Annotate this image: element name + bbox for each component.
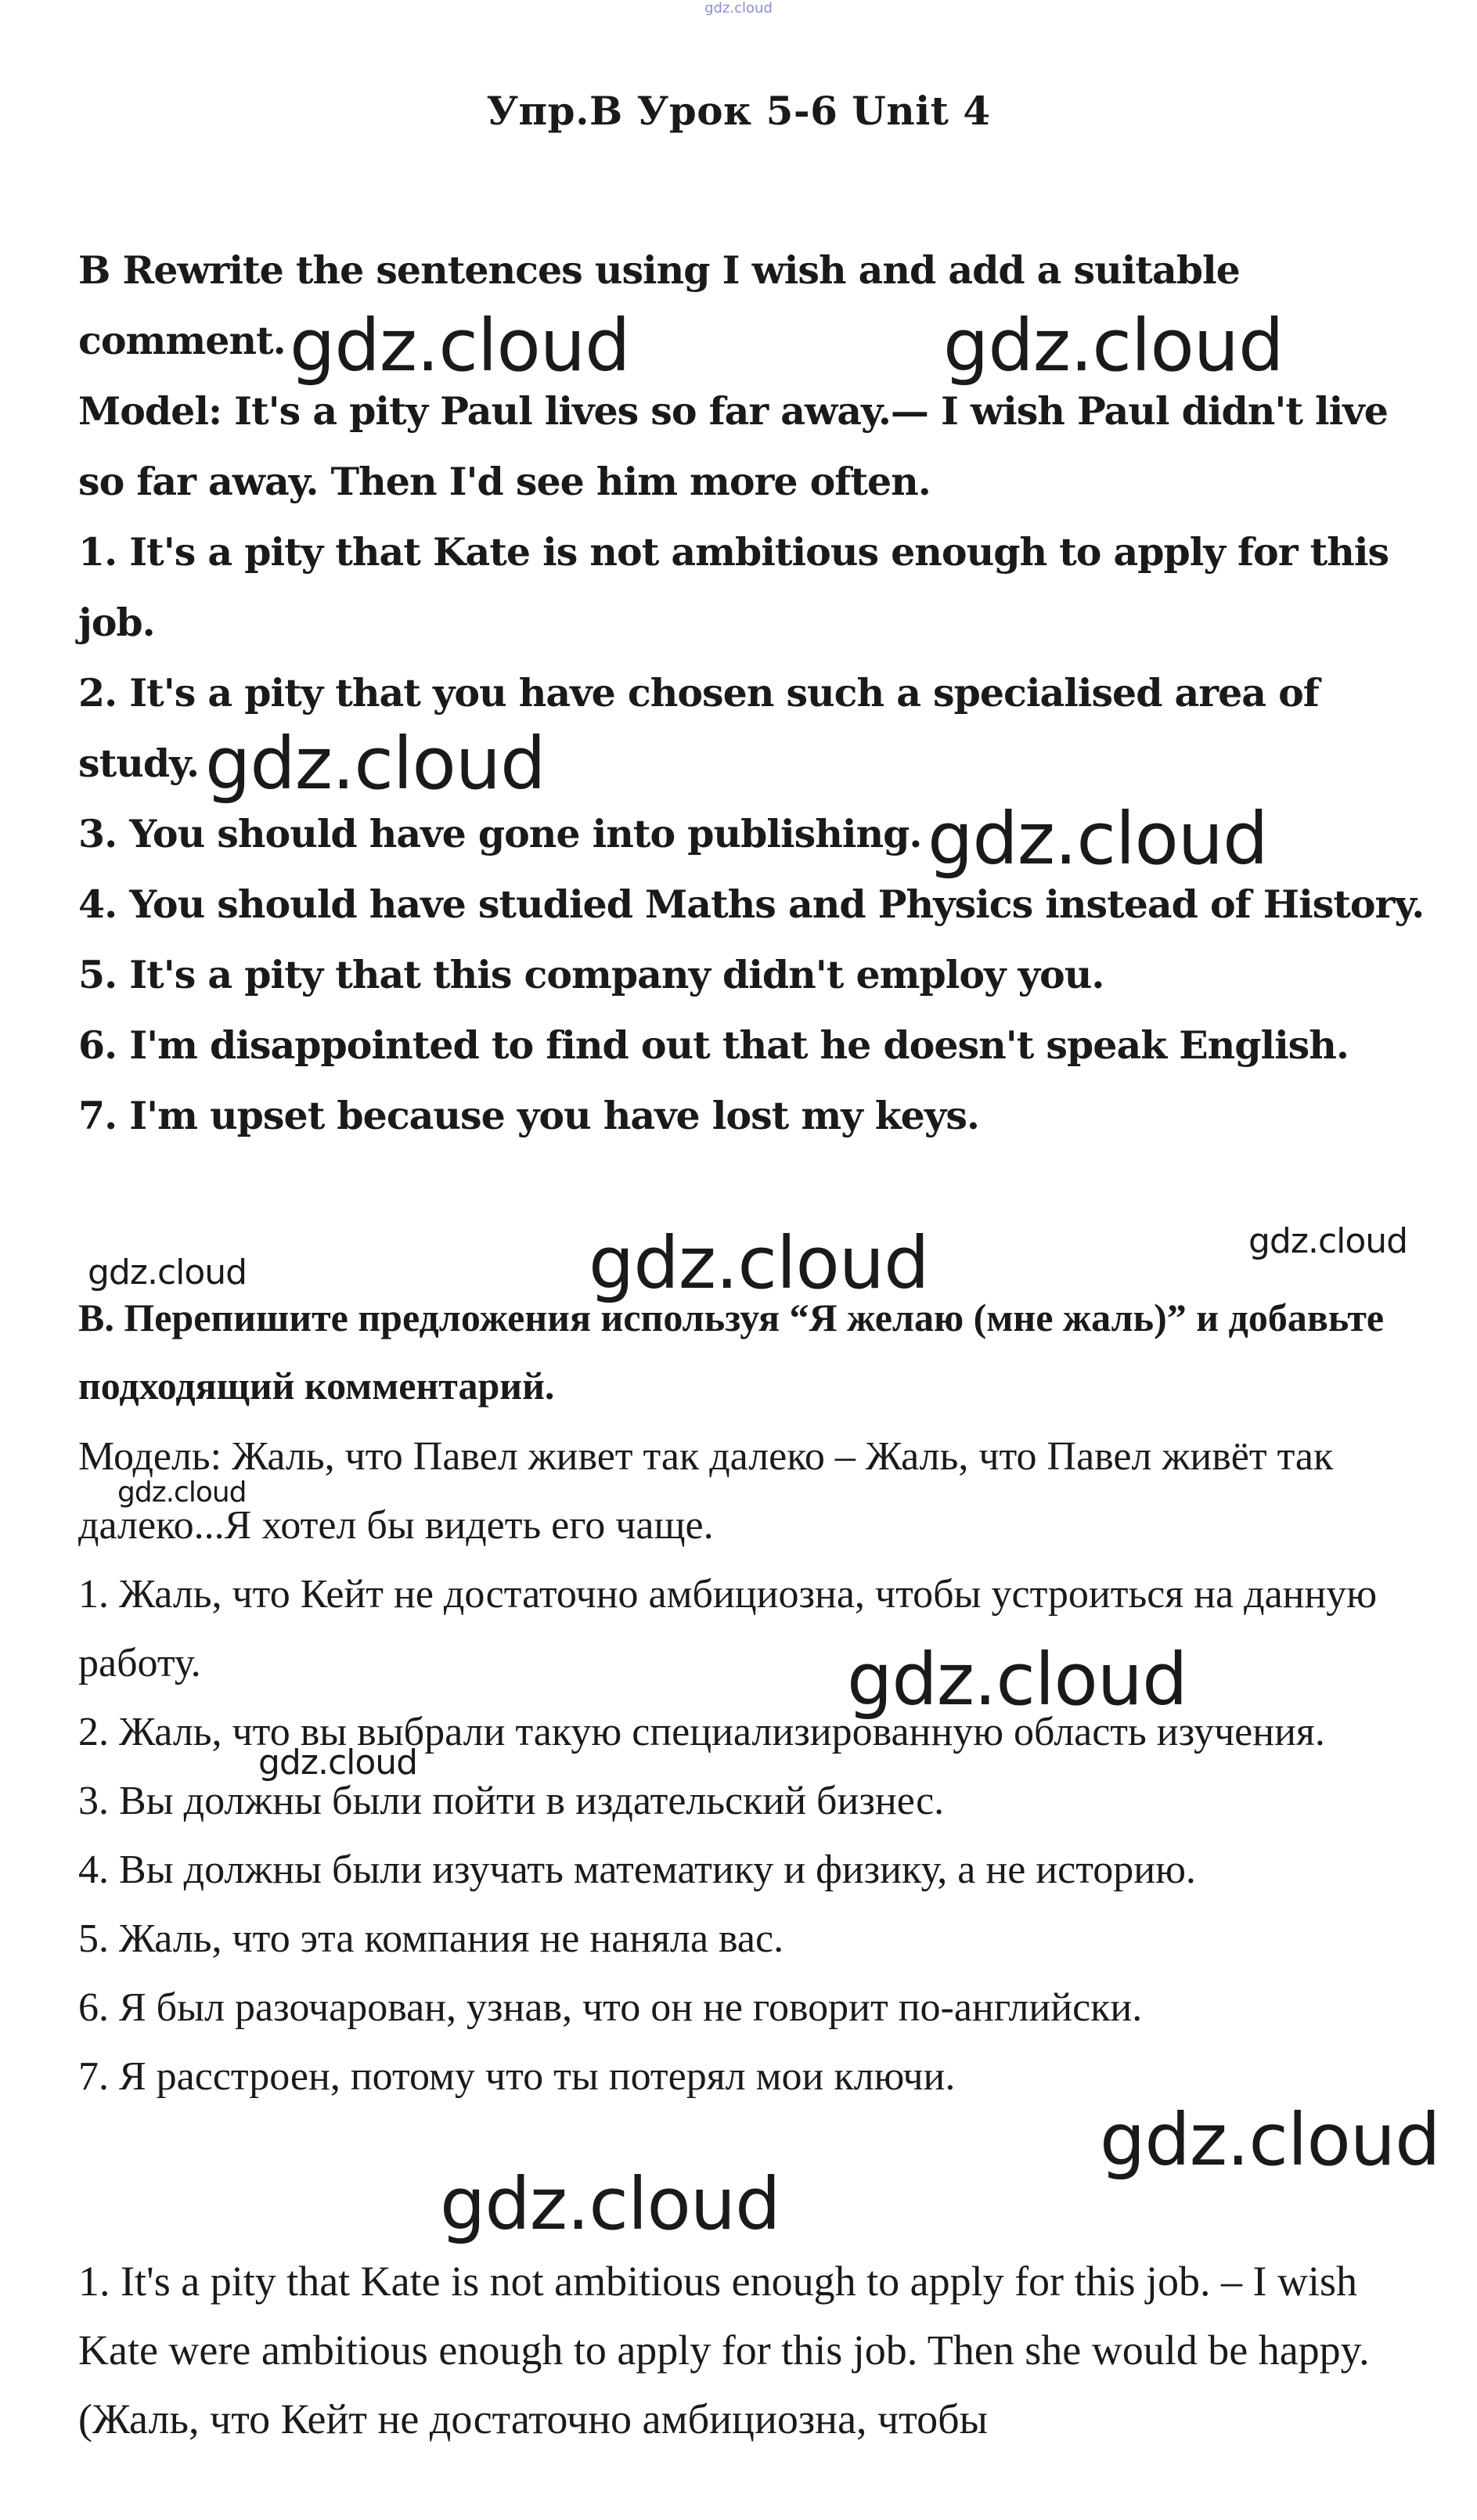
translation-item: 2. Жаль, что вы выбрали такую специализированную область изучения.: [78, 1710, 1325, 1754]
translation-item: 5. Жаль, что эта компания не наняла вас.: [78, 1916, 784, 1961]
exercise-item: 7. I'm upset because you have lost my keys.: [78, 1093, 979, 1138]
exercise-item: 2. It's a pity that you have chosen such a specialised area of study.: [78, 670, 1319, 786]
translation-item: 1. Жаль, что Кейт не достаточно амбициозна, чтобы устроиться на данную работу.: [78, 1572, 1378, 1685]
exercise-model: Model: It's a pity Paul lives so far away.— I wish Paul didn't live so far away. Then I'd see him more often.: [78, 388, 1388, 504]
translation-item: 6. Я был разочарован, узнав, что он не говорит по-английски.: [78, 1985, 1143, 2030]
watermark: gdz.cloud: [943, 304, 1284, 388]
watermark: gdz.cloud: [258, 1743, 418, 1783]
exercise-item: 5. It's a pity that this company didn't employ you.: [78, 952, 1104, 997]
translation-item: 7. Я расстроен, потому что ты потерял мои ключи.: [78, 2054, 956, 2099]
translation-item: 3. Вы должны были пойти в издательский бизнес.: [78, 1779, 945, 1823]
watermark: gdz.cloud: [205, 722, 546, 806]
exercise-item: 1. It's a pity that Kate is not ambitious enough to apply for this job.: [78, 529, 1389, 645]
watermark: gdz.cloud: [928, 797, 1268, 881]
watermark: gdz.cloud: [1100, 2098, 1440, 2182]
exercise-item: 3. You should have gone into publishing.: [78, 811, 922, 856]
answers: [78, 2247, 1425, 2453]
translation-item: 4. Вы должны были изучать математику и физику, а не историю.: [78, 1848, 1196, 1892]
page-title: Упр.B Урок 5-6 Unit 4: [486, 88, 991, 134]
watermark: gdz.cloud: [290, 304, 630, 388]
watermark: gdz.cloud: [440, 2162, 780, 2246]
exercise-instruction: B Rewrite the sentences using I wish and add a suitable comment.: [78, 247, 1240, 363]
watermark: gdz.cloud: [117, 1476, 247, 1509]
watermark: gdz.cloud: [847, 1638, 1187, 1721]
exercise-item: 4. You should have studied Maths and Physics instead of History.: [78, 881, 1425, 927]
answer-item: 1. It's a pity that Kate is not ambitious enough to apply for this job. – I wish Kate were ambitious enough to apply for this job. Then she would be happy. (Жаль, что Кейт не достаточно амбициозна, чтобы: [78, 2258, 1370, 2442]
exercise-item: 6. I'm disappointed to find out that he doesn't speak English.: [78, 1022, 1349, 1068]
translation-model: Модель: Жаль, что Павел живет так далеко – Жаль, что Павел живёт так далеко...Я хотел бы видеть его чаще.: [78, 1434, 1334, 1548]
site-mark: gdz.cloud: [704, 0, 773, 16]
watermark: gdz.cloud: [88, 1253, 247, 1292]
watermark: gdz.cloud: [589, 1221, 929, 1305]
russian-instruction: В. Перепишите предложения используя “Я желаю (мне жаль)” и добавьте подходящий комментарий.: [78, 1296, 1385, 1408]
watermark: gdz.cloud: [1248, 1221, 1408, 1261]
